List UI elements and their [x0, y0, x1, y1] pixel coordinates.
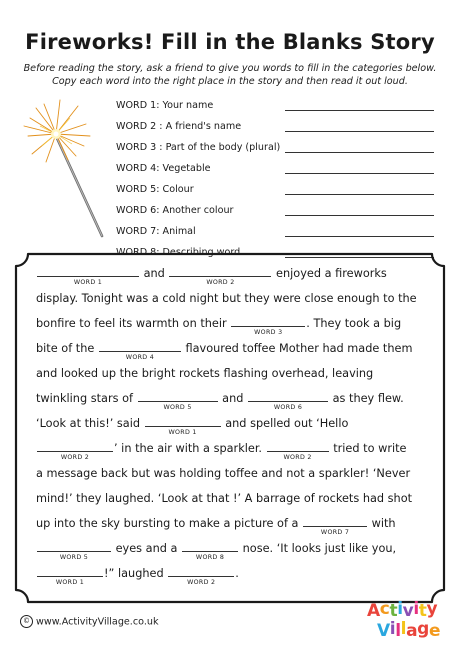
story-line	[36, 566, 239, 586]
story-text-fragment: twinkling stars of	[36, 392, 133, 405]
story-text-fragment: ’ in the air with a sparkler.	[114, 442, 263, 455]
logo-letter: v	[402, 601, 414, 621]
logo-letter: i	[389, 619, 396, 639]
story-text-fragment: as they flew.	[332, 392, 404, 405]
word-label: WORD 8: Describing word	[116, 247, 241, 258]
logo-letter: l	[395, 621, 401, 641]
story-blank[interactable]	[267, 441, 329, 461]
logo-letter: e	[428, 621, 441, 641]
logo-letter: t	[418, 601, 427, 621]
word-label: WORD 1: Your name	[116, 100, 214, 111]
story-line	[36, 466, 410, 482]
word-row-4	[116, 157, 436, 177]
word-answer-line[interactable]	[285, 151, 434, 153]
word-answer-line[interactable]	[285, 214, 434, 216]
logo-letter: g	[417, 619, 429, 639]
story-blank[interactable]	[37, 541, 111, 561]
logo-letter: t	[389, 601, 398, 621]
story-text-fragment: enjoyed a fireworks	[276, 267, 387, 280]
word-row-3	[116, 136, 436, 156]
story-text-fragment: a message back but was holding toffee and not a sparkler! ‘Never	[36, 467, 411, 480]
word-row-2	[116, 115, 436, 135]
story-text-fragment: mind!’ they laughed. ‘Look at that !’ A barrage of rockets had shot	[36, 492, 413, 505]
logo-letter: i	[397, 599, 403, 619]
story-blank[interactable]	[248, 391, 328, 411]
story-text-fragment: and spelled out ‘Hello	[225, 417, 349, 430]
story-blank[interactable]	[37, 566, 103, 586]
story-line	[36, 516, 396, 536]
word-label: WORD 7: Animal	[116, 226, 196, 237]
story-text-fragment: eyes and a	[115, 542, 178, 555]
blank-label: WORD 2	[60, 454, 90, 461]
story-line	[36, 441, 407, 461]
word-label: WORD 6: Another colour	[116, 205, 234, 216]
blank-label: WORD 7	[320, 529, 350, 536]
site-url[interactable]: www.ActivityVillage.co.uk	[36, 616, 159, 628]
blank-label: WORD 5	[59, 554, 89, 561]
instructions-line-2: Copy each word into the right place in the story and then read it out loud.	[52, 75, 408, 87]
story-text-fragment: and looked up the bright rockets flashing overhead, leaving	[36, 367, 374, 380]
story-blank[interactable]	[303, 516, 367, 536]
word-row-6	[116, 199, 436, 219]
story-line	[36, 416, 349, 436]
logo-word-village	[377, 620, 440, 640]
blank-label: WORD 3	[254, 329, 283, 336]
story-text-fragment: flavoured toffee Mother had made them	[185, 342, 413, 355]
blank-label: WORD 1	[168, 429, 197, 436]
story-text-fragment: tried to write	[333, 442, 407, 455]
blank-label: WORD 2	[187, 579, 216, 586]
story-line	[36, 341, 413, 361]
logo-letter: i	[413, 599, 419, 619]
footer-credit	[20, 615, 159, 628]
story-line	[36, 391, 404, 411]
sparkler-illustration	[20, 96, 115, 246]
logo-letter: c	[379, 599, 390, 619]
logo-letter: l	[400, 619, 407, 639]
word-label: WORD 5: Colour	[116, 184, 194, 195]
story-line	[36, 491, 412, 507]
word-answer-line[interactable]	[285, 109, 434, 111]
word-answer-line[interactable]	[285, 193, 434, 195]
story-text-fragment: and	[222, 392, 244, 405]
story-line	[36, 316, 402, 336]
word-row-1	[116, 94, 436, 114]
story-text-fragment: and	[143, 267, 165, 280]
story-text-fragment: nose. ‘It looks just like you,	[242, 542, 397, 555]
story-text-fragment: .	[235, 567, 239, 580]
instructions	[22, 63, 438, 88]
story-blank[interactable]	[182, 541, 238, 561]
blank-label: WORD 1	[55, 579, 85, 586]
story-text-fragment: display. Tonight was a cold night but they were close enough to the	[36, 292, 417, 305]
word-answer-line[interactable]	[285, 172, 434, 174]
story-blank[interactable]	[168, 566, 234, 586]
story-text-fragment: !” laughed	[104, 567, 164, 580]
story-text-fragment: bite of the	[36, 342, 95, 355]
story-text-fragment: . They took a big	[306, 317, 402, 330]
word-label: WORD 2 : A friend's name	[116, 121, 242, 132]
blank-label: WORD 2	[283, 454, 312, 461]
word-answer-line[interactable]	[285, 130, 434, 132]
logo-letter: V	[377, 621, 390, 641]
story-text-fragment: ‘Look at this!’ said	[36, 417, 141, 430]
story-line	[36, 541, 397, 561]
blank-label: WORD 4	[125, 354, 155, 361]
instructions-line-1: Before reading the story, ask a friend to give you words to fill in the categories below.	[23, 63, 437, 74]
blank-label: WORD 5	[163, 404, 192, 411]
logo-letter: A	[367, 601, 380, 621]
word-label: WORD 3 : Part of the body (plural)	[116, 142, 281, 153]
activity-village-logo	[363, 600, 445, 646]
story-text-fragment: bonfire to feel its warmth on their	[36, 317, 227, 330]
story-blank[interactable]	[99, 341, 181, 361]
blank-label: WORD 8	[195, 554, 225, 561]
story-text-fragment: with	[371, 517, 396, 530]
story-line	[36, 366, 373, 382]
story-blank[interactable]	[169, 266, 271, 286]
logo-letter: y	[426, 599, 438, 619]
story-blank[interactable]	[231, 316, 305, 336]
story-blank[interactable]	[37, 266, 139, 286]
word-row-7	[116, 220, 436, 240]
logo-word-activity	[367, 600, 437, 620]
copyright-icon: ©	[20, 615, 33, 628]
word-row-5	[116, 178, 436, 198]
logo-letter: a	[406, 621, 418, 641]
story-blank[interactable]	[145, 416, 221, 436]
blank-label: WORD 6	[273, 404, 303, 411]
story-line	[36, 266, 387, 286]
story-text-fragment: up into the sky bursting to make a picture of a	[36, 517, 299, 530]
story-blank[interactable]	[37, 441, 113, 461]
blank-label: WORD 1	[73, 279, 103, 286]
story-blank[interactable]	[138, 391, 218, 411]
word-answer-line[interactable]	[285, 235, 434, 237]
story-line	[36, 291, 417, 307]
page-title: Fireworks! Fill in the Blanks Story	[25, 30, 435, 54]
blank-label: WORD 2	[206, 279, 235, 286]
word-label: WORD 4: Vegetable	[116, 163, 211, 174]
